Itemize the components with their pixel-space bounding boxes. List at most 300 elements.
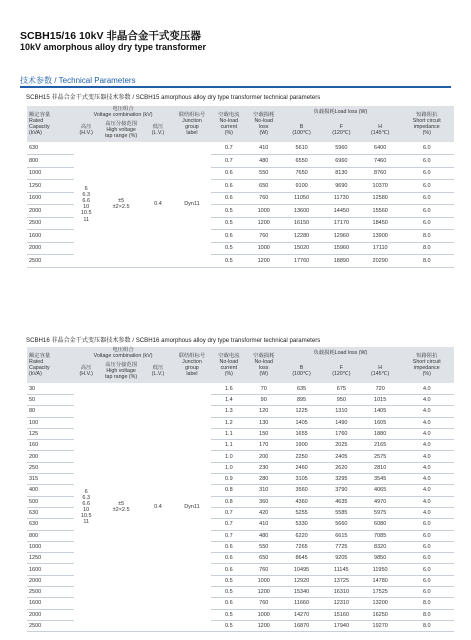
header-tap-range [99,118,144,142]
cell-load-loss-f: 17170 [322,217,361,230]
cell-tap-merged-line: ±5 [118,501,125,508]
header-rated-capacity-line: Capacity [29,124,50,131]
cell-tap-merged-line: ±2×2.5 [112,204,130,211]
cell-load-loss-b: 7265 [281,541,322,552]
cell-noload-loss: 1000 [246,205,281,218]
cell-load-loss-h: 8320 [361,541,400,552]
header-noload-current-line: (%) [224,371,233,378]
cell-capacity: 630 [27,507,74,518]
header-hv-line: 高压 [80,365,92,372]
cell-capacity: 200 [27,451,74,462]
header-load-loss-b [281,118,322,142]
cell-hv-merged-line: 10 [83,204,90,211]
table-row [27,142,454,155]
header-rated-capacity-line: (kVA) [29,371,42,378]
cell-hv-merged-line: 11 [83,216,90,223]
cell-noload-loss: 1000 [246,575,281,586]
cell-noload-current: 1.0 [211,462,246,473]
header-junction-group-line: group [185,365,199,372]
cell-load-loss-b: 16870 [281,620,322,631]
cell-impedance: 4.0 [400,507,454,518]
header-noload-loss-line: 空载损耗 [253,352,275,359]
header-tap-range-line: High voltage [106,127,136,134]
cell-noload-current: 0.5 [211,587,246,598]
header-load-loss: 负载损耗Load loss (W) [281,347,399,359]
cell-load-loss-b: 3105 [281,474,322,485]
header-short-circuit-impedance-line: Short circuit [412,118,441,124]
cell-impedance: 8.0 [400,242,454,255]
cell-load-loss-b: 1225 [281,406,322,417]
header-load-loss-h [361,118,400,142]
cell-tap-merged [99,383,144,632]
cell-load-loss-b: 5610 [281,142,322,155]
cell-lv-merged: 0.4 [143,383,172,632]
spec-table-scbh16 [27,347,454,632]
cell-impedance: 4.0 [400,440,454,451]
header-load-loss-h-line: (145℃) [371,371,390,378]
cell-impedance: 6.0 [400,564,454,575]
cell-noload-loss: 1200 [246,620,281,631]
header-rated-capacity-line: Rated [29,118,44,124]
cell-noload-loss: 120 [246,406,281,417]
cell-load-loss-b: 12920 [281,575,322,586]
header-noload-loss-line: (W) [259,371,268,378]
cell-load-loss-h: 13200 [361,598,400,609]
header-lv-line: 低压 [152,124,164,131]
cell-capacity: 2000 [27,609,74,620]
header-voltage-combination-line: Voltage combination (kV) [93,353,153,360]
header-load-loss-f [322,118,361,142]
cell-impedance: 6.0 [400,519,454,530]
cell-noload-current: 1.4 [211,394,246,405]
table-caption-scbh16: SCBH16 非晶合金干式变压器技术参数 / SCBH16 amorphous alloy dry type transformer technical parameters [26,337,321,344]
header-tap-range-line: 高压分接范围 [105,121,138,128]
cell-tap-merged-line: ±2×2.5 [112,507,130,514]
cell-load-loss-h: 2810 [361,462,400,473]
cell-noload-current: 1.2 [211,417,246,428]
cell-noload-loss: 760 [246,564,281,575]
cell-impedance: 6.0 [400,180,454,193]
header-short-circuit-impedance [400,347,454,383]
header-noload-loss [246,347,281,383]
header-load-loss-b-line: (100℃) [292,130,311,137]
cell-noload-current: 1.6 [211,383,246,394]
cell-load-loss-h: 17525 [361,587,400,598]
cell-impedance: 6.0 [400,192,454,205]
cell-noload-loss: 200 [246,451,281,462]
header-rated-capacity-line: 额定容量 [29,111,51,118]
cell-impedance: 4.0 [400,406,454,417]
cell-impedance: 6.0 [400,167,454,180]
cell-capacity: 1250 [27,180,74,193]
cell-capacity: 1600 [27,564,74,575]
cell-load-loss-h: 13900 [361,230,400,243]
cell-impedance: 8.0 [400,255,454,268]
cell-load-loss-f: 9690 [322,180,361,193]
cell-noload-current: 0.7 [211,142,246,155]
cell-capacity: 500 [27,496,74,507]
cell-noload-loss: 170 [246,440,281,451]
cell-load-loss-b: 7650 [281,167,322,180]
cell-noload-current: 0.8 [211,496,246,507]
header-voltage-combination [74,106,173,118]
header-noload-current-line: (%) [224,130,233,137]
header-voltage-combination [74,347,173,359]
header-junction-group [173,347,212,383]
cell-load-loss-f: 14450 [322,205,361,218]
cell-impedance: 8.0 [400,609,454,620]
cell-capacity: 2500 [27,620,74,631]
document-title-cn: SCBH15/16 10kV 非晶合金干式变压器 [20,30,201,42]
cell-capacity: 1000 [27,167,74,180]
cell-capacity: 100 [27,417,74,428]
header-junction-group-line: 联结组标号 [178,111,206,118]
cell-capacity: 1600 [27,192,74,205]
cell-junction-merged: Dyn11 [173,142,212,267]
cell-load-loss-b: 6220 [281,530,322,541]
cell-impedance: 6.0 [400,530,454,541]
header-noload-current-line: current [220,124,238,131]
cell-load-loss-h: 10370 [361,180,400,193]
header-short-circuit-impedance-line: impedance [413,365,440,372]
header-noload-current-line: 空载电流 [218,352,240,359]
header-load-loss-f-line: (120℃) [332,130,351,137]
cell-noload-current: 0.5 [211,217,246,230]
cell-noload-loss: 280 [246,474,281,485]
cell-load-loss-h: 6080 [361,519,400,530]
cell-noload-loss: 360 [246,496,281,507]
cell-impedance: 4.0 [400,428,454,439]
cell-hv-merged-line: 6 [84,489,88,496]
cell-impedance: 4.0 [400,394,454,405]
header-short-circuit-impedance-line: (%) [422,130,431,137]
cell-impedance: 6.0 [400,587,454,598]
cell-load-loss-b: 4360 [281,496,322,507]
cell-load-loss-b: 17760 [281,255,322,268]
cell-load-loss-f: 11145 [322,564,361,575]
header-short-circuit-impedance-line: (%) [422,371,431,378]
cell-load-loss-f: 5660 [322,519,361,530]
cell-noload-current: 0.5 [211,205,246,218]
cell-noload-loss: 230 [246,462,281,473]
cell-load-loss-b: 12280 [281,230,322,243]
header-lv [143,118,172,142]
cell-load-loss-h: 15560 [361,205,400,218]
cell-load-loss-f: 8130 [322,167,361,180]
header-rated-capacity-line: Capacity [29,365,50,372]
cell-load-loss-h: 8760 [361,167,400,180]
cell-capacity: 800 [27,530,74,541]
header-junction-group-line: Junction [182,359,202,365]
header-rated-capacity-line: 额定容量 [29,352,51,359]
cell-load-loss-b: 11050 [281,192,322,205]
cell-load-loss-h: 3545 [361,474,400,485]
table-caption-scbh15: SCBH15 非晶合金干式变压器技术参数 / SCBH15 amorphous alloy dry type transformer technical parameters [26,94,321,101]
cell-noload-loss: 1000 [246,242,281,255]
header-load-loss-h-line: (145℃) [371,130,390,137]
header-voltage-combination-line: 电压组合 [112,347,134,353]
cell-load-loss-b: 14270 [281,609,322,620]
cell-noload-current: 0.9 [211,474,246,485]
cell-load-loss-b: 1900 [281,440,322,451]
cell-load-loss-h: 7460 [361,155,400,168]
header-hv [74,118,99,142]
cell-impedance: 6.0 [400,155,454,168]
cell-load-loss-h: 6400 [361,142,400,155]
document-title-en: 10kV amorphous alloy dry type transformer [20,42,207,52]
cell-noload-loss: 550 [246,167,281,180]
cell-load-loss-h: 1880 [361,428,400,439]
cell-tap-merged [99,142,144,267]
cell-hv-merged-line: 11 [83,519,90,526]
cell-hv-merged-line: 10 [83,507,90,514]
cell-load-loss-f: 1310 [322,406,361,417]
cell-load-loss-b: 8645 [281,553,322,564]
cell-noload-loss: 410 [246,142,281,155]
section-heading: 技术参数 / Technical Parameters [20,76,136,85]
header-rated-capacity [27,347,74,383]
header-rated-capacity [27,106,74,142]
cell-noload-loss: 1200 [246,255,281,268]
cell-capacity: 80 [27,406,74,417]
cell-load-loss-b: 5255 [281,507,322,518]
cell-load-loss-h: 11950 [361,564,400,575]
cell-load-loss-f: 18890 [322,255,361,268]
cell-capacity: 1250 [27,553,74,564]
header-noload-loss-line: loss [259,124,269,131]
cell-load-loss-b: 2460 [281,462,322,473]
cell-load-loss-h: 1605 [361,417,400,428]
header-tap-range-line: tap range (%) [105,374,138,381]
cell-noload-current: 0.5 [211,609,246,620]
cell-load-loss-f: 1490 [322,417,361,428]
cell-noload-current: 0.8 [211,485,246,496]
cell-load-loss-h: 14780 [361,575,400,586]
cell-capacity: 630 [27,142,74,155]
cell-noload-current: 1.1 [211,428,246,439]
cell-noload-loss: 480 [246,155,281,168]
cell-load-loss-f: 11730 [322,192,361,205]
header-short-circuit-impedance [400,106,454,142]
cell-load-loss-f: 4635 [322,496,361,507]
section-divider [20,86,451,88]
cell-capacity: 2000 [27,242,74,255]
cell-noload-current: 0.5 [211,620,246,631]
cell-load-loss-b: 10495 [281,564,322,575]
cell-noload-loss: 70 [246,383,281,394]
cell-noload-loss: 1000 [246,609,281,620]
cell-load-loss-f: 7725 [322,541,361,552]
header-noload-loss-line: loss [259,365,269,372]
cell-load-loss-h: 7085 [361,530,400,541]
cell-load-loss-h: 4970 [361,496,400,507]
cell-noload-current: 1.3 [211,406,246,417]
cell-load-loss-b: 1405 [281,417,322,428]
cell-noload-current: 0.7 [211,155,246,168]
cell-noload-loss: 90 [246,394,281,405]
header-lv [143,359,172,383]
cell-noload-current: 1.0 [211,451,246,462]
cell-tap-merged-line: ±5 [118,198,125,205]
header-junction-group-line: label [186,371,198,378]
header-noload-current-line: No-load [219,118,239,124]
cell-noload-current: 0.7 [211,507,246,518]
cell-hv-merged-line: 6.3 [82,192,91,199]
cell-noload-loss: 1200 [246,217,281,230]
cell-load-loss-f: 17940 [322,620,361,631]
cell-impedance: 4.0 [400,474,454,485]
cell-capacity: 2000 [27,575,74,586]
header-noload-loss-line: No-load [254,359,274,365]
cell-noload-loss: 760 [246,192,281,205]
cell-impedance: 4.0 [400,485,454,496]
cell-capacity: 160 [27,440,74,451]
cell-noload-current: 0.6 [211,230,246,243]
cell-load-loss-h: 2575 [361,451,400,462]
cell-load-loss-f: 6960 [322,155,361,168]
cell-noload-loss: 760 [246,230,281,243]
header-load-loss-f-line: (120℃) [332,371,351,378]
cell-noload-current: 0.6 [211,564,246,575]
cell-load-loss-h: 17110 [361,242,400,255]
header-noload-current [211,106,246,142]
cell-load-loss-b: 13600 [281,205,322,218]
cell-load-loss-f: 5585 [322,507,361,518]
cell-noload-current: 1.1 [211,440,246,451]
cell-lv-merged: 0.4 [143,142,172,267]
cell-capacity: 400 [27,485,74,496]
cell-impedance: 4.0 [400,417,454,428]
cell-noload-loss: 760 [246,598,281,609]
cell-load-loss-h: 12580 [361,192,400,205]
cell-load-loss-h: 18450 [361,217,400,230]
cell-impedance: 6.0 [400,217,454,230]
header-load-loss-h-line: H [378,124,383,131]
cell-capacity: 50 [27,394,74,405]
cell-hv-merged [74,383,99,632]
cell-load-loss-h: 16250 [361,609,400,620]
cell-impedance: 8.0 [400,230,454,243]
header-load-loss-h-line: H [378,365,383,372]
header-junction-group-line: group [185,124,199,131]
cell-noload-loss: 410 [246,519,281,530]
header-voltage-combination-line: 电压组合 [112,106,134,112]
header-junction-group-line: 联结组标号 [178,352,206,359]
cell-load-loss-f: 13725 [322,575,361,586]
cell-load-loss-f: 9205 [322,553,361,564]
cell-load-loss-h: 5975 [361,507,400,518]
cell-capacity: 2500 [27,217,74,230]
cell-load-loss-f: 950 [322,394,361,405]
cell-impedance: 6.0 [400,575,454,586]
cell-impedance: 6.0 [400,541,454,552]
header-tap-range-line: tap range (%) [105,133,138,140]
cell-load-loss-h: 4065 [361,485,400,496]
cell-hv-merged [74,142,99,267]
header-lv-line: 低压 [152,365,164,372]
cell-capacity: 315 [27,474,74,485]
cell-noload-loss: 480 [246,530,281,541]
cell-impedance: 4.0 [400,383,454,394]
cell-noload-current: 0.6 [211,180,246,193]
cell-load-loss-f: 15960 [322,242,361,255]
cell-load-loss-h: 1015 [361,394,400,405]
cell-load-loss-f: 6615 [322,530,361,541]
cell-impedance: 4.0 [400,451,454,462]
cell-impedance: 8.0 [400,620,454,631]
cell-load-loss-f: 16310 [322,587,361,598]
cell-capacity: 2500 [27,255,74,268]
cell-load-loss-f: 3790 [322,485,361,496]
cell-noload-loss: 1200 [246,587,281,598]
cell-noload-current: 0.6 [211,553,246,564]
cell-load-loss-b: 6550 [281,155,322,168]
cell-load-loss-h: 2165 [361,440,400,451]
cell-load-loss-b: 5330 [281,519,322,530]
cell-load-loss-f: 2405 [322,451,361,462]
header-load-loss-b-line: B [299,365,304,372]
header-noload-current [211,347,246,383]
cell-noload-loss: 420 [246,507,281,518]
cell-junction-merged: Dyn11 [173,383,212,632]
header-noload-current-line: 空载电流 [218,111,240,118]
header-noload-current-line: No-load [219,359,239,365]
cell-noload-loss: 650 [246,553,281,564]
cell-noload-current: 0.6 [211,192,246,205]
cell-noload-current: 0.6 [211,167,246,180]
cell-load-loss-b: 11660 [281,598,322,609]
cell-capacity: 30 [27,383,74,394]
header-noload-current-line: current [220,365,238,372]
header-short-circuit-impedance-line: 短路阻抗 [416,352,438,359]
cell-noload-current: 0.7 [211,519,246,530]
header-lv-line: (L.V.) [151,371,165,378]
header-noload-loss-line: No-load [254,118,274,124]
cell-hv-merged-line: 6.3 [82,495,91,502]
cell-load-loss-b: 9100 [281,180,322,193]
header-load-loss-f-line: F [339,124,343,131]
cell-impedance: 4.0 [400,462,454,473]
cell-noload-loss: 150 [246,428,281,439]
header-tap-range-line: 高压分接范围 [105,362,138,369]
cell-impedance: 8.0 [400,598,454,609]
cell-noload-current: 0.6 [211,541,246,552]
cell-impedance: 6.0 [400,205,454,218]
cell-load-loss-b: 16150 [281,217,322,230]
header-voltage-combination-line: Voltage combination (kV) [93,112,153,119]
header-hv-line: 高压 [80,124,92,131]
cell-hv-merged-line: 6 [84,186,88,193]
cell-noload-current: 0.7 [211,530,246,541]
header-load-loss: 负载损耗Load loss (W) [281,106,399,118]
cell-noload-current: 0.5 [211,255,246,268]
cell-load-loss-b: 635 [281,383,322,394]
header-short-circuit-impedance-line: impedance [413,124,440,131]
header-hv-line: (H.V.) [79,130,93,137]
cell-load-loss-f: 12960 [322,230,361,243]
cell-load-loss-f: 675 [322,383,361,394]
header-short-circuit-impedance-line: Short circuit [412,359,441,365]
cell-impedance: 6.0 [400,553,454,564]
cell-capacity: 630 [27,519,74,530]
header-rated-capacity-line: (kVA) [29,130,42,137]
cell-noload-current: 0.6 [211,598,246,609]
cell-load-loss-h: 19270 [361,620,400,631]
cell-hv-merged-line: 10.5 [80,513,92,520]
cell-load-loss-h: 9850 [361,553,400,564]
cell-load-loss-f: 5960 [322,142,361,155]
cell-load-loss-f: 15160 [322,609,361,620]
